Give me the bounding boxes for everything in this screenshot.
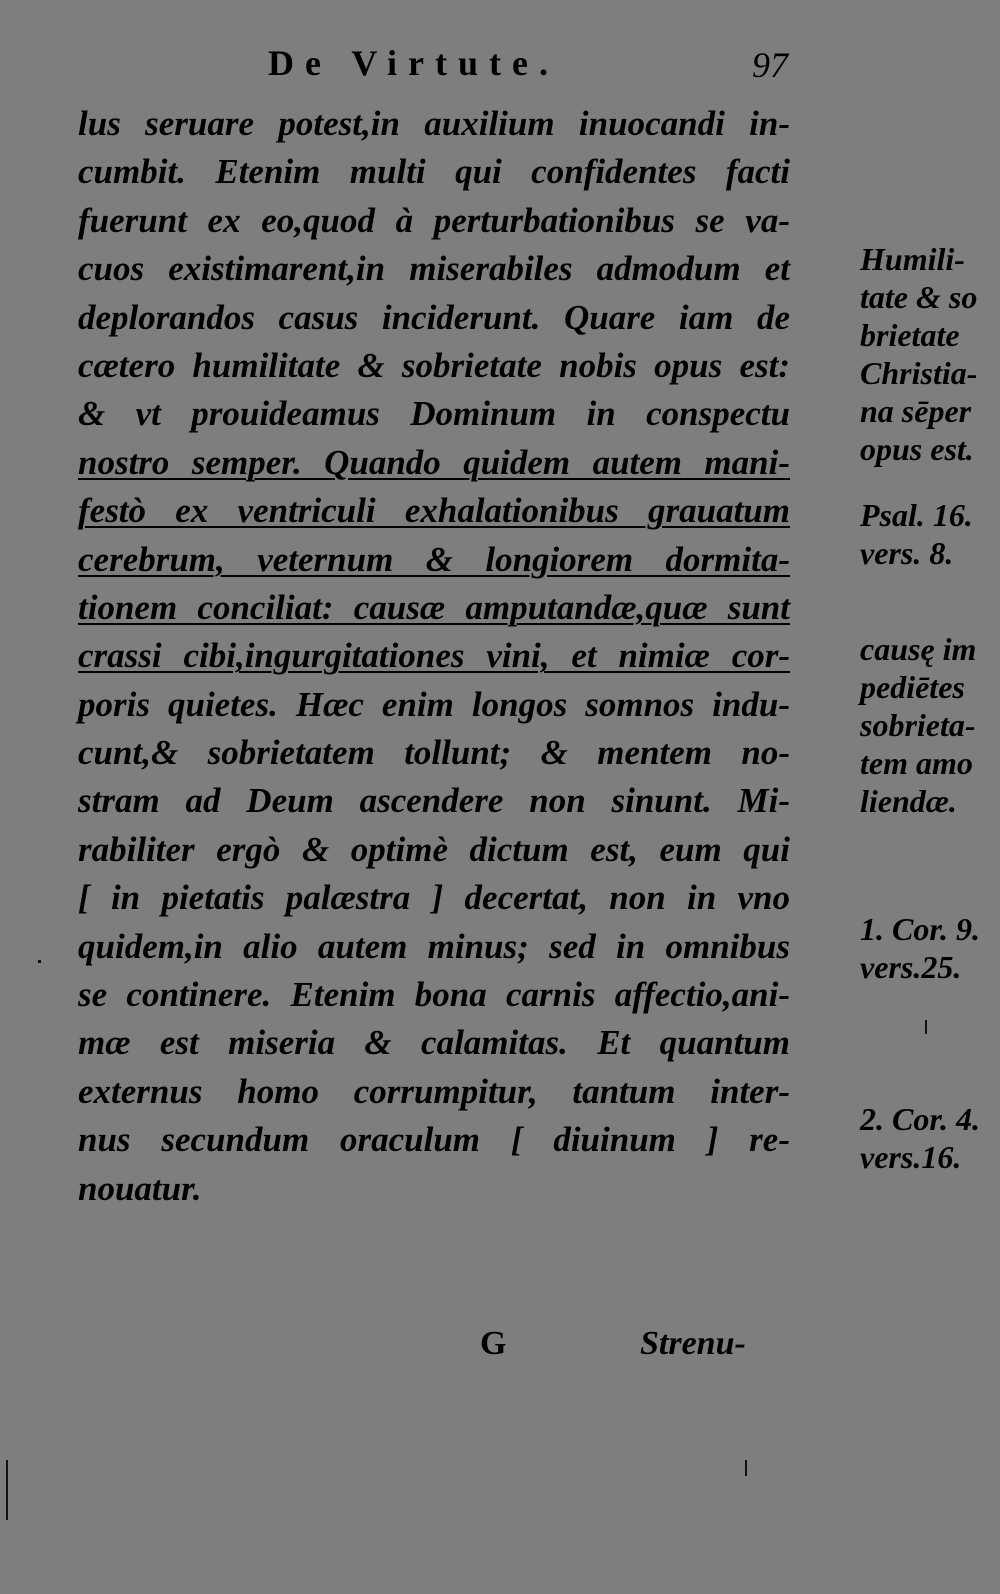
margin-note-line: Christia- xyxy=(860,355,978,391)
page-header xyxy=(268,42,788,92)
margin-note-line: tem amo xyxy=(860,745,973,781)
text-line: lus seruare potest,in auxilium inuocandi in- xyxy=(78,104,790,143)
text-line: & vt prouideamus Dominum in conspectu xyxy=(78,394,790,434)
margin-note-line: sobrieta- xyxy=(860,707,976,743)
margin-note-line: 1. Cor. 9. xyxy=(860,911,981,947)
page-number: 97 xyxy=(752,45,788,85)
scan-speck xyxy=(745,1460,747,1476)
text-line: mæ est miseria & calamitas. Et quantum xyxy=(78,1023,790,1063)
signature-mark: G xyxy=(480,1325,507,1362)
text-line-underlined: tionem conciliat: causæ amputandæ,quæ sunt xyxy=(78,587,790,627)
text-line: fuerunt ex eo,quod à perturbationibus se va- xyxy=(78,200,790,240)
margin-note-line: liendæ. xyxy=(860,783,957,819)
margin-note-line: brietate xyxy=(860,317,960,353)
text-line: deplorandos casus inciderunt. Quare iam de xyxy=(78,297,790,337)
text-line: rabiliter ergò & optimè dictum est, eum qui xyxy=(78,829,790,869)
text-line: quidem,in alio autem minus; sed in omnibus xyxy=(78,926,790,966)
margin-note xyxy=(860,1100,980,1176)
margin-note xyxy=(860,496,973,572)
text-line: cunt,& sobrietatem tollunt; & mentem no- xyxy=(78,733,790,773)
margin-note-line: tate & so xyxy=(860,279,978,315)
text-line: poris quietes. Hæc enim longos somnos indu- xyxy=(78,684,790,724)
margin-note-line: 2. Cor. 4. xyxy=(860,1101,981,1137)
scan-speck xyxy=(6,1460,8,1520)
text-line-underlined: cerebrum, veternum & longiorem dormita- xyxy=(78,539,790,579)
margin-note-line: opus est. xyxy=(860,431,974,467)
margin-note-line: vers.25. xyxy=(860,949,962,985)
text-line: nus secundum oraculum [ diuinum ] re- xyxy=(78,1120,790,1160)
margin-note xyxy=(860,630,976,820)
margin-note-line: vers.16. xyxy=(860,1139,962,1175)
margin-note-line: Humili- xyxy=(860,241,965,277)
text-line: [ in pietatis palæstra ] decertat, non in vno xyxy=(78,878,790,918)
main-text-block xyxy=(78,100,981,1213)
text-line: cuos existimarent,in miserabiles admodum et xyxy=(78,249,790,289)
catchword: Strenu- xyxy=(640,1325,746,1362)
margin-note xyxy=(860,240,977,468)
margin-note-line: na sēper xyxy=(860,393,972,429)
text-line: stram ad Deum ascendere non sinunt. Mi- xyxy=(78,781,790,821)
text-line: cætero humilitate & sobrietate nobis opus est: xyxy=(78,345,790,385)
margin-note-line: Psal. 16. xyxy=(860,497,973,533)
text-line: cumbit. Etenim multi qui confidentes facti xyxy=(78,152,790,192)
text-line: se continere. Etenim bona carnis affectio,ani- xyxy=(78,975,790,1015)
margin-note xyxy=(860,910,980,986)
text-line: nouatur. xyxy=(78,1168,202,1208)
text-line-underlined: crassi cibi,ingurgitationes vini, et nimiæ cor- xyxy=(78,636,790,676)
text-line: externus homo corrumpitur, tantum inter- xyxy=(78,1071,790,1111)
running-title: De Virtute. xyxy=(268,43,559,83)
margin-note-line: pediētes xyxy=(860,669,965,705)
text-line-underlined: festò ex ventriculi exhalationibus grauatum xyxy=(78,491,790,531)
scan-speck xyxy=(925,1020,927,1034)
margin-note-line: vers. 8. xyxy=(860,535,954,571)
text-line-underlined: nostro semper. Quando quidem autem mani- xyxy=(78,442,790,482)
scan-speck xyxy=(38,960,41,963)
margin-note-line: causę im xyxy=(860,631,977,667)
